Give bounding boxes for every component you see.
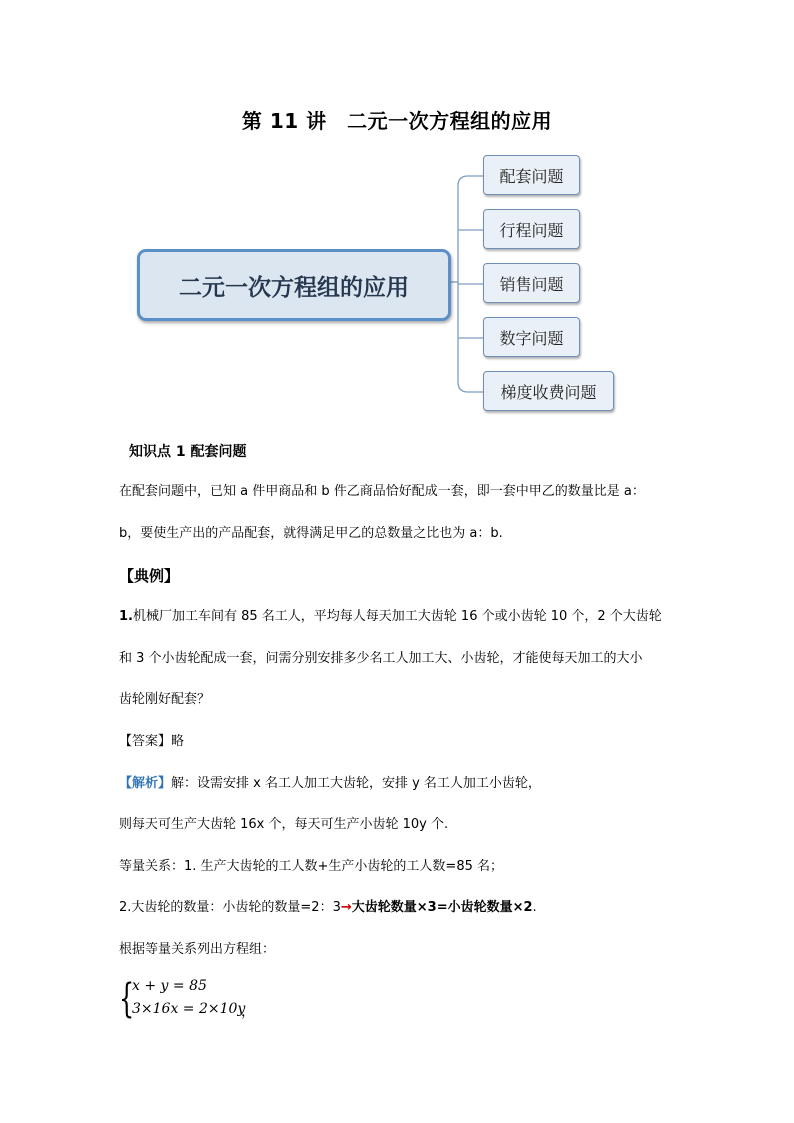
question-text-1: 机械厂加工车间有 85 名工人，平均每人每天加工大齿轮 16 个或小齿轮 10 个，2 个大齿轮 <box>132 609 662 624</box>
equation-system <box>119 975 279 1025</box>
question-line-2: 和 3 个小齿轮配成一套，问需分别安排多少名工人加工大、小齿轮，才能使每天加工的大小 <box>119 651 643 666</box>
kp-text-line-2: b，要使生产出的产品配套，就得满足甲乙的总数量之比也为 a：b. <box>119 526 503 541</box>
answer-line: 【答案】略 <box>119 734 185 749</box>
analysis-text: 解：设需安排 x 名工人加工大齿轮，安排 y 名工人加工小齿轮， <box>171 776 541 791</box>
equation-2: 3×16x = 2×10y <box>132 1001 246 1017</box>
question-number: 1. <box>119 609 133 624</box>
arrow-icon: → <box>340 900 352 915</box>
connector-spine <box>458 186 483 392</box>
analysis-line-3: 等量关系：1. 生产大齿轮的工人数+生产小齿轮的工人数=85 名； <box>119 859 503 874</box>
knowledge-point-heading: 知识点 1 配套问题 <box>129 444 247 460</box>
ratio-text: 2.大齿轮的数量：小齿轮的数量=2：3 <box>119 900 341 915</box>
example-heading: 【典例】 <box>119 567 180 585</box>
analysis-line-2: 则每天可生产大齿轮 16x 个，每天可生产小齿轮 10y 个. <box>119 817 449 832</box>
page-title: 第 11 讲 二元一次方程组的应用 <box>241 109 553 133</box>
analysis-line-5: 根据等量关系列出方程组： <box>119 942 276 957</box>
question-line-1 <box>119 608 699 626</box>
analysis-tag: 【解析】 <box>119 776 172 791</box>
mindmap-node-tiered: 梯度收费问题 <box>483 371 614 411</box>
mindmap-center: 二元一次方程组的应用 <box>137 249 451 321</box>
brace-icon: { <box>119 976 135 1022</box>
kp-text-line-1: 在配套问题中，已知 a 件甲商品和 b 件乙商品恰好配成一套，即一套中甲乙的数量比是 a： <box>119 484 645 499</box>
equation-1: x + y = 85 <box>132 978 207 994</box>
mindmap-node-digits: 数字问题 <box>483 317 580 357</box>
mindmap-node-sales: 销售问题 <box>483 263 580 303</box>
analysis-line-1 <box>119 775 699 793</box>
mindmap-node-matching: 配套问题 <box>483 155 580 195</box>
ratio-relation: 大齿轮数量×3=小齿轮数量×2 <box>351 900 533 915</box>
ratio-end: . <box>532 900 537 915</box>
connector-trunk <box>458 176 483 186</box>
equation-comma: ， <box>241 1004 255 1020</box>
mindmap-node-travel: 行程问题 <box>483 209 580 249</box>
question-line-3: 齿轮刚好配套？ <box>119 692 211 707</box>
analysis-line-4 <box>119 899 699 917</box>
